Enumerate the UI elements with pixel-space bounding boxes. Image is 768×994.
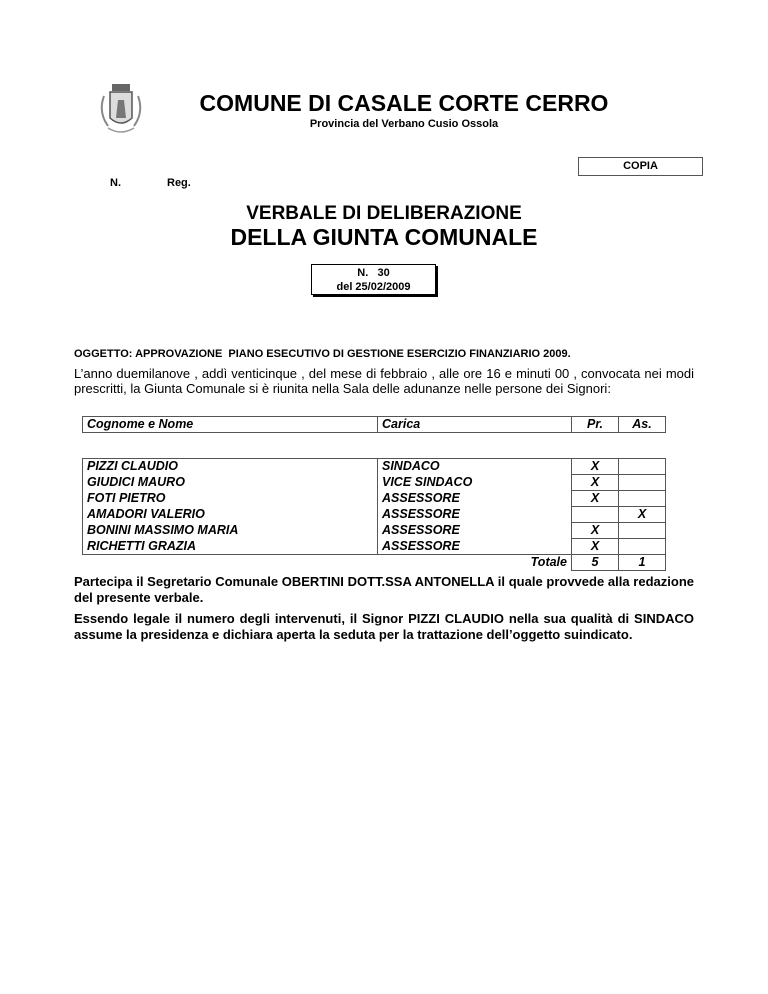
total-present: 5	[572, 555, 619, 571]
subject-line: OGGETTO: APPROVAZIONE PIANO ESECUTIVO DI GESTIONE ESERCIZIO FINANZIARIO 2009.	[74, 348, 571, 360]
header-present: Pr.	[572, 417, 619, 433]
doc-title-line2: DELLA GIUNTA COMUNALE	[230, 224, 538, 250]
totals-label: Totale	[530, 555, 567, 570]
present-mark: X	[572, 459, 619, 475]
member-name: FOTI PIETRO	[83, 491, 378, 507]
member-role: VICE SINDACO	[378, 475, 572, 491]
total-absent: 1	[619, 555, 666, 571]
province-subtitle: Provincia del Verbano Cusio Ossola	[309, 118, 499, 130]
secretary-paragraph: Partecipa il Segretario Comunale OBERTINI DOTT.SSA ANTONELLA il quale provvede alla redazione del presente verbale.	[74, 574, 694, 605]
member-role: SINDACO	[378, 459, 572, 475]
totals-spacer	[83, 555, 378, 571]
present-mark: X	[572, 539, 619, 555]
header-name: Cognome e Nome	[83, 417, 378, 433]
absent-mark	[619, 459, 666, 475]
member-role: ASSESSORE	[378, 539, 572, 555]
absent-mark	[619, 539, 666, 555]
table-row	[83, 539, 666, 555]
present-mark: X	[572, 475, 619, 491]
table-row	[83, 475, 666, 491]
intro-paragraph: L’anno duemilanove , addì venticinque , del mese di febbraio , alle ore 16 e minuti 00 , convocata nei modi prescritti, la Giunta Comunale si è riunita nella Sala delle adunanze nelle persone dei Signori:	[74, 366, 694, 396]
attendance-table-header	[82, 416, 666, 433]
member-name: GIUDICI MAURO	[83, 475, 378, 491]
municipality-title: COMUNE DI CASALE CORTE CERRO	[199, 90, 609, 116]
absent-mark	[619, 475, 666, 491]
n-label: N.	[110, 177, 121, 189]
member-name: AMADORI VALERIO	[83, 507, 378, 523]
absent-mark	[619, 523, 666, 539]
absent-mark	[619, 491, 666, 507]
member-name: BONINI MASSIMO MARIA	[83, 523, 378, 539]
presidency-paragraph: Essendo legale il numero degli intervenuti, il Signor PIZZI CLAUDIO nella sua qualità di SINDACO assume la presidenza e dichiara aperta la seduta per la trattazione dell’oggetto suindicato.	[74, 611, 694, 642]
totals-row	[83, 555, 666, 571]
deliberation-number-box	[311, 264, 436, 295]
deliberation-number: N. 30	[357, 267, 390, 279]
table-row	[83, 523, 666, 539]
reg-label: Reg.	[167, 177, 191, 189]
member-role: ASSESSORE	[378, 491, 572, 507]
doc-title-line1: VERBALE DI DELIBERAZIONE	[246, 203, 522, 224]
member-name: PIZZI CLAUDIO	[83, 459, 378, 475]
table-row	[83, 459, 666, 475]
header-role: Carica	[378, 417, 572, 433]
member-role: ASSESSORE	[378, 507, 572, 523]
member-name: RICHETTI GRAZIA	[83, 539, 378, 555]
present-mark: X	[572, 491, 619, 507]
deliberation-date: del 25/02/2009	[336, 281, 411, 293]
copia-box: COPIA	[578, 157, 703, 176]
attendance-table	[82, 458, 666, 571]
present-mark: X	[572, 523, 619, 539]
member-role: ASSESSORE	[378, 523, 572, 539]
header-absent: As.	[619, 417, 666, 433]
present-mark	[572, 507, 619, 523]
table-row	[83, 491, 666, 507]
table-row	[83, 507, 666, 523]
absent-mark: X	[619, 507, 666, 523]
